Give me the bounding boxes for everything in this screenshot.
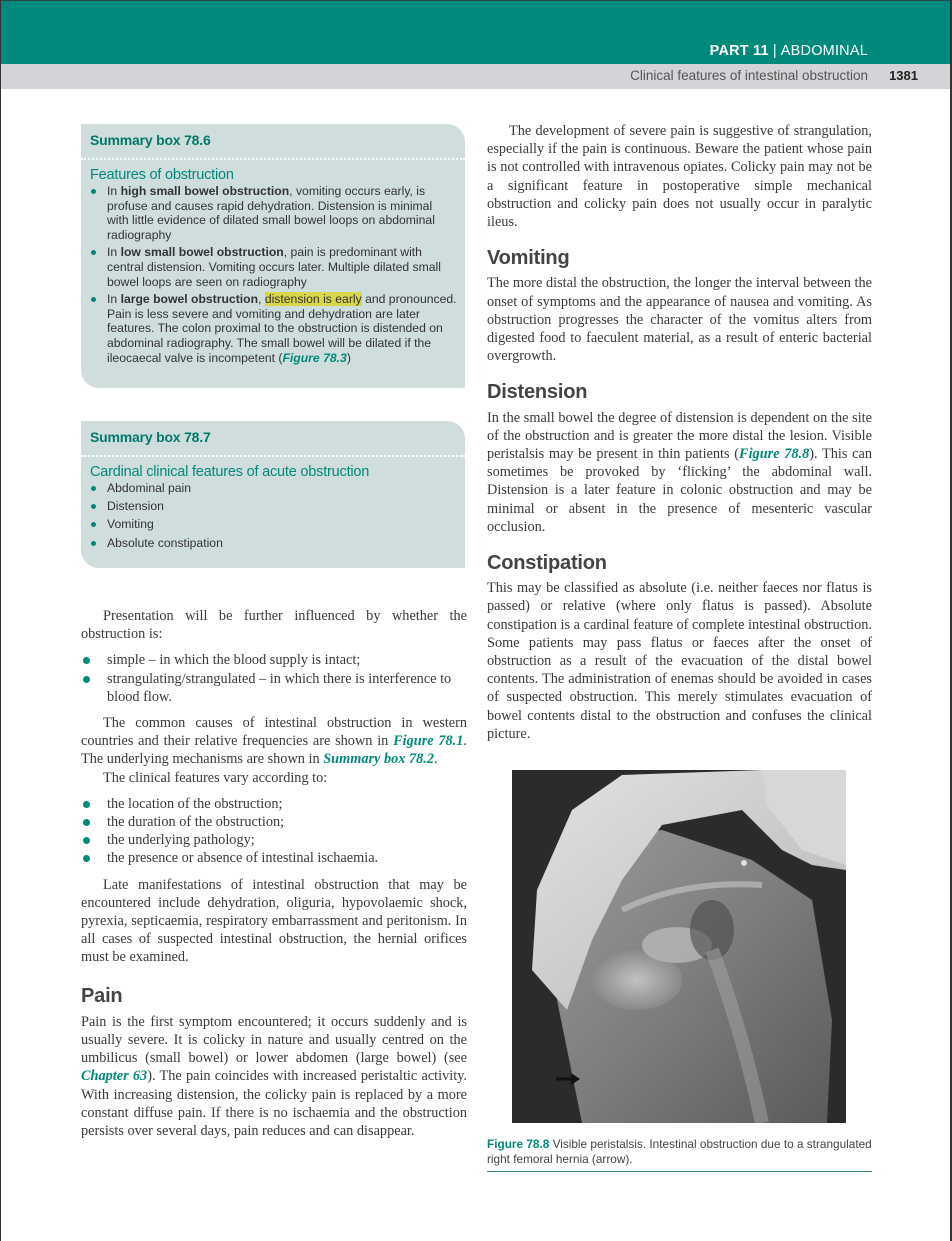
summary-item: Absolute constipation bbox=[90, 536, 457, 551]
summary-item: Abdominal pain bbox=[90, 481, 457, 496]
summary-item: Distension bbox=[90, 499, 457, 514]
arrow-icon bbox=[555, 1072, 581, 1086]
summary-box-title: Summary box 78.6 bbox=[90, 132, 211, 148]
summary-box-subtitle: Cardinal clinical features of acute obstruction bbox=[90, 464, 370, 480]
left-column bbox=[81, 607, 467, 1140]
paragraph: The development of severe pain is suggestive of strangulation, especially if the pain is continuous. Beware the patient whose pain is not controlled with intravenous opiates. Colicky pain may not be a significant feature in postoperative simple mechanical obstruction and colicky pain does not usually occur in paralytic ileus. bbox=[487, 123, 872, 231]
paragraph: The common causes of intestinal obstruction in western countries and their relative frequencies are shown in Figure 78.1. The underlying mechanisms are shown in Summary box 78.2. bbox=[81, 715, 467, 768]
part-label: PART 11 | ABDOMINAL bbox=[709, 43, 868, 59]
section-heading-distension: Distension bbox=[487, 381, 588, 404]
dotted-divider bbox=[81, 455, 465, 457]
list-item: simple – in which the blood supply is intact; bbox=[81, 651, 467, 669]
paragraph: Late manifestations of intestinal obstruction that may be encountered include dehydration, oliguria, hypovolaemic shock, pyrexia, septicaemia, respiratory embarrassment and peritonism. In all cases of suspected intestinal obstruction, the hernial orifices must be examined. bbox=[81, 876, 467, 966]
summary-item: In high small bowel obstruction, vomiting occurs early, is profuse and causes rapid dehydration. Distension is minimal with little evidence of dilated small bowel loops on abdominal radiography bbox=[90, 184, 457, 242]
section-heading-constipation: Constipation bbox=[487, 552, 607, 575]
running-title: Clinical features of intestinal obstruction bbox=[630, 68, 868, 83]
paragraph: The more distal the obstruction, the longer the interval between the onset of symptoms and the appearance of nausea and vomiting. As obstruction progresses the character of the vomitus alters from digested food to faeculent material, as a result of enteric bacterial overgrowth. bbox=[487, 275, 872, 365]
figure-link[interactable]: Figure 78.8 bbox=[739, 446, 810, 463]
bullet-list bbox=[81, 795, 467, 868]
summary-box-subtitle: Features of obstruction bbox=[90, 167, 234, 183]
figure-caption: Figure 78.8 Visible peristalsis. Intestinal obstruction due to a strangulated right femoral hernia (arrow). bbox=[487, 1137, 872, 1172]
figure-link[interactable]: Figure 78.1 bbox=[393, 733, 464, 750]
list-item: strangulating/strangulated – in which there is interference to blood flow. bbox=[81, 670, 467, 706]
summary-box-78-7 bbox=[81, 421, 465, 568]
summary-list bbox=[81, 481, 465, 550]
page-number: 1381 bbox=[889, 68, 918, 83]
highlighted-text: distension is early bbox=[264, 292, 362, 307]
abdomen-photo bbox=[512, 770, 846, 1123]
list-item: the location of the obstruction; bbox=[81, 795, 467, 813]
paragraph: The clinical features vary according to: bbox=[103, 769, 328, 786]
chapter-link[interactable]: Chapter 63 bbox=[81, 1068, 148, 1085]
list-item: the presence or absence of intestinal ischaemia. bbox=[81, 849, 467, 867]
summary-item: In low small bowel obstruction, pain is predominant with central distension. Vomiting occurs later. Multiple dilated small bowel loops are seen on radiography bbox=[90, 245, 457, 289]
paragraph: In the small bowel the degree of distension is dependent on the site of the obstruction and is greater the more distal the lesion. Visible peristalsis may be present in thin patients (Figure 78.8). This can sometimes be provoked by ‘flicking’ the abdominal wall. Distension is a later feature in colonic obstruction and may be minimal or absent in the presence of mesenteric vascular occlusion. bbox=[487, 409, 872, 535]
summary-box-78-6 bbox=[81, 124, 465, 388]
summary-item: Vomiting bbox=[90, 517, 457, 532]
summary-box-link[interactable]: Summary box 78.2 bbox=[323, 751, 435, 768]
dotted-divider bbox=[81, 158, 465, 160]
summary-list bbox=[81, 184, 465, 365]
list-item: the duration of the obstruction; bbox=[81, 813, 467, 831]
paragraph: Presentation will be further influenced by whether the obstruction is: bbox=[81, 608, 467, 643]
right-column bbox=[487, 122, 872, 743]
paragraph: This may be classified as absolute (i.e. neither faeces nor flatus is passed) or relative (where only flatus is passed). Absolute constipation is a cardinal feature of complete intestinal obstruction. Some patients may pass flatus or faeces after the onset of obstruction as a result of the evacuation of the distal bowel contents. The administration of enemas should be avoided in cases of suspected obstruction. This merely stimulates evacuation of bowel contents distal to the obstruction and confuses the clinical picture. bbox=[487, 580, 872, 742]
section-heading-vomiting: Vomiting bbox=[487, 247, 570, 270]
figure-label: Figure 78.8 bbox=[487, 1137, 550, 1151]
summary-box-title: Summary box 78.7 bbox=[90, 429, 211, 445]
bullet-list bbox=[81, 651, 467, 706]
list-item: the underlying pathology; bbox=[81, 831, 467, 849]
section-heading-pain: Pain bbox=[81, 984, 123, 1007]
figure-link[interactable]: Figure 78.3 bbox=[282, 350, 347, 365]
figure-photo bbox=[512, 770, 846, 1123]
paragraph: Pain is the first symptom encountered; it occurs suddenly and is usually severe. It is colicky in nature and usually centred on the umbilicus (small bowel) or lower abdomen (large bowel) (see Chapter 63). The pain coincides with increased peristaltic activity. With increasing distension, the colicky pain is replaced by a more constant diffuse pain. If there is no ischaemia and the obstruction persists over several days, pain reduces and can disappear. bbox=[81, 1013, 467, 1140]
summary-item: In large bowel obstruction, distension is early and pronounced. Pain is less severe and vomiting and dehydration are later features. The colon proximal to the obstruction is distended on abdominal radiography. The small bowel will be dilated if the ileocaecal valve is incompetent (Figure 78.3) bbox=[90, 292, 457, 365]
